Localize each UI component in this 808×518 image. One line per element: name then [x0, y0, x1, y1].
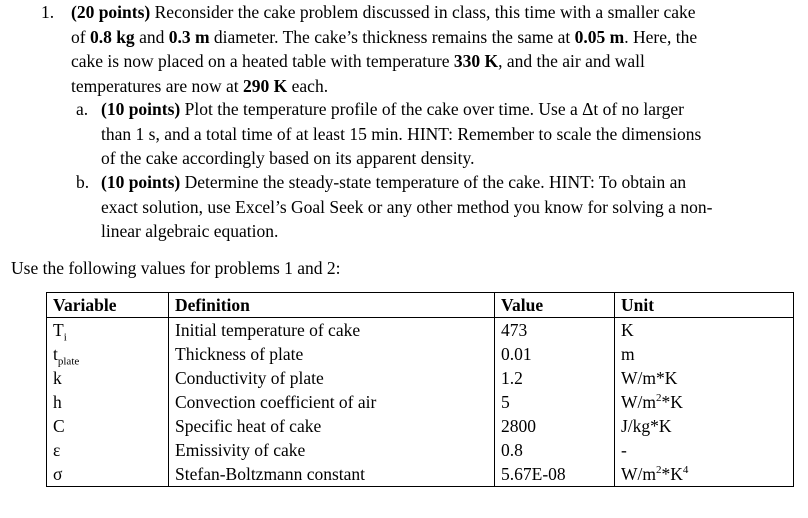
part-b-line [101, 195, 712, 219]
unit-text: - [621, 440, 627, 460]
variable-symbol: C [53, 416, 65, 436]
part-b-line [101, 170, 686, 194]
text-fragment: exact solution, use Excel’s Goal Seek or any other method you know for solving a non- [101, 196, 713, 217]
text-fragment: each. [287, 75, 329, 96]
value-cell: 473 [495, 318, 615, 343]
definition-cell: Stefan-Boltzmann constant [169, 462, 495, 487]
unit-text: W/m [621, 392, 656, 412]
variable-cell [47, 414, 169, 438]
unit-superscript: 2 [656, 464, 662, 477]
bold-text: 0.8 kg [89, 26, 135, 47]
intro-text: Use the following values for problems 1 and 2: [11, 258, 341, 278]
table-row [47, 318, 794, 343]
text-fragment: . Here, the [624, 26, 698, 47]
header-unit: Unit [615, 293, 794, 318]
problem-number: 1. [41, 2, 55, 22]
text-fragment: of [71, 26, 90, 47]
definition-cell: Thickness of plate [169, 342, 495, 366]
unit-cell [615, 366, 794, 390]
unit-text: K [621, 320, 634, 340]
values-table [46, 292, 794, 487]
bold-text: 330 K [453, 51, 499, 71]
unit-cell [615, 342, 794, 366]
table-row [47, 438, 794, 462]
problem-line [71, 74, 328, 98]
variable-symbol: k [53, 368, 62, 388]
header-definition: Definition [169, 293, 495, 318]
value-cell: 2800 [495, 414, 615, 438]
value-cell: 1.2 [495, 366, 615, 390]
text-fragment: Plot the temperature profile of the cake over time. Use a Δt of no larger [180, 99, 684, 119]
definition-cell: Conductivity of plate [169, 366, 495, 390]
unit-text: J/kg*K [621, 416, 672, 436]
text-fragment: Determine the steady-state temperature of the cake. HINT: To obtain an [180, 172, 687, 192]
text-fragment: , and the air and wall [498, 51, 645, 71]
part-a-line [101, 122, 701, 146]
variable-subscript: plate [57, 355, 80, 368]
table-row [47, 462, 794, 487]
text-fragment: of the cake accordingly based on its apparent density. [101, 148, 475, 168]
text-fragment: cake is now placed on a heated table with temperature [71, 51, 454, 71]
table-row [47, 414, 794, 438]
part-a-line [101, 97, 684, 121]
variable-symbol: σ [53, 464, 63, 484]
unit-cell [615, 462, 794, 487]
part-b-line [101, 219, 278, 243]
unit-cell [615, 318, 794, 343]
part-a-line [101, 146, 475, 170]
variable-symbol: T [53, 320, 64, 340]
header-value: Value [495, 293, 615, 318]
unit-cell [615, 438, 794, 462]
table-row [47, 342, 794, 366]
variable-cell [47, 318, 169, 343]
unit-superscript: 2 [656, 392, 662, 405]
unit-cell [615, 390, 794, 414]
value-cell: 5 [495, 390, 615, 414]
text-fragment: and [134, 26, 169, 47]
variable-cell [47, 366, 169, 390]
definition-cell: Emissivity of cake [169, 438, 495, 462]
unit-superscript: 4 [682, 464, 689, 477]
bold-text: 0.3 m [168, 26, 210, 47]
value-cell: 5.67E-08 [495, 462, 615, 487]
unit-cell [615, 414, 794, 438]
problem-line [71, 49, 645, 73]
unit-text: W/m*K [621, 368, 678, 388]
variable-cell [47, 342, 169, 366]
part-b-label: b. [76, 172, 90, 192]
text-fragment: diameter. The cake’s thickness remains the same at [209, 26, 575, 47]
bold-text: (20 points) [71, 2, 151, 22]
problem-line [71, 25, 697, 49]
part-a-label: a. [76, 99, 89, 119]
header-variable: Variable [47, 293, 169, 318]
value-cell: 0.01 [495, 342, 615, 366]
table-header-row [47, 293, 794, 318]
variable-symbol: ε [53, 440, 61, 460]
text-fragment: than 1 s, and a total time of at least 15 min. HINT: Remember to scale the dimensions [101, 123, 702, 144]
table-row [47, 366, 794, 390]
bold-text: 290 K [243, 75, 288, 96]
unit-text-tail: *K [661, 464, 683, 484]
bold-text: (10 points) [101, 172, 181, 192]
unit-text-tail: *K [661, 392, 683, 412]
definition-cell: Convection coefficient of air [169, 390, 495, 414]
bold-text: 0.05 m [574, 26, 625, 47]
text-fragment: linear algebraic equation. [101, 221, 279, 241]
variable-symbol: t [53, 344, 58, 364]
text-fragment: temperatures are now at [71, 75, 244, 96]
text-fragment: Reconsider the cake problem discussed in class, this time with a smaller cake [150, 2, 696, 22]
variable-cell [47, 438, 169, 462]
definition-cell: Initial temperature of cake [169, 318, 495, 343]
unit-text: W/m [621, 464, 656, 484]
definition-cell: Specific heat of cake [169, 414, 495, 438]
variable-subscript: i [63, 331, 67, 344]
unit-text: m [621, 344, 635, 364]
variable-symbol: h [53, 392, 62, 412]
value-cell: 0.8 [495, 438, 615, 462]
bold-text: (10 points) [101, 99, 181, 119]
problem-line [71, 0, 696, 24]
variable-cell [47, 462, 169, 487]
variable-cell [47, 390, 169, 414]
table-row [47, 390, 794, 414]
